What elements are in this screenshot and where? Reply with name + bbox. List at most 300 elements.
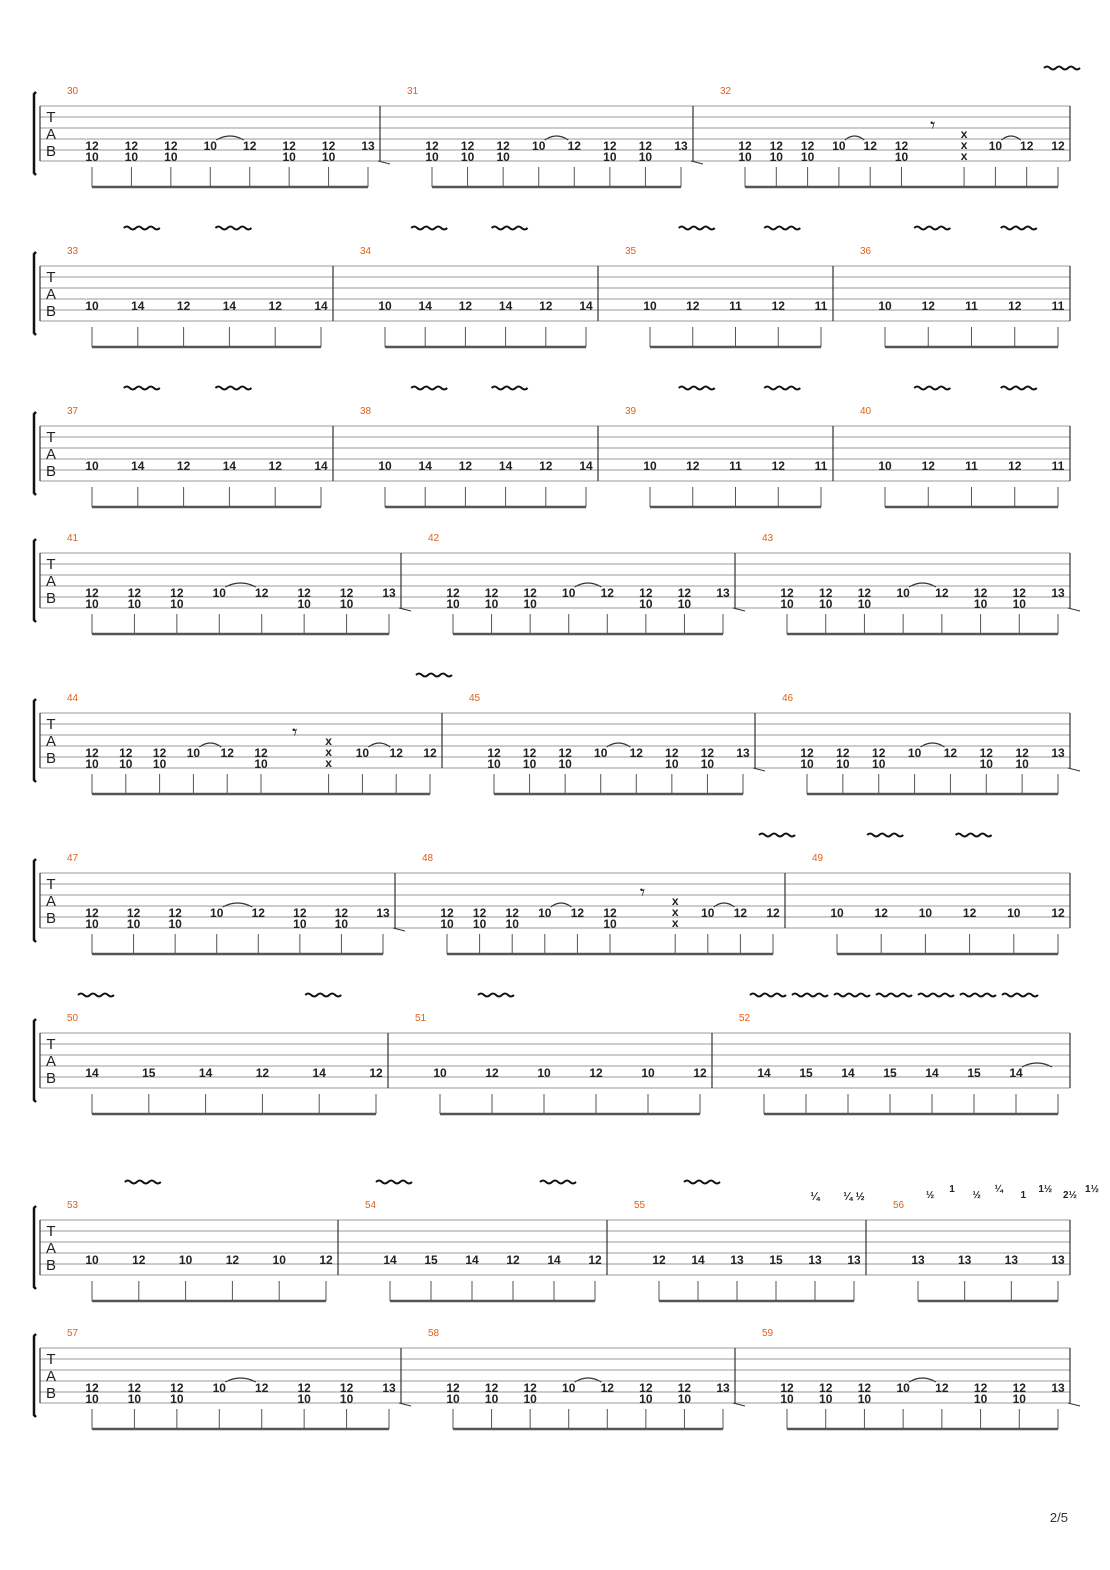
fret-number: 12 xyxy=(484,586,499,600)
fret-number: 10 xyxy=(119,757,133,771)
fret-number: 12 xyxy=(1008,299,1022,313)
measure-number: 54 xyxy=(365,1200,377,1211)
fret-number: 12 xyxy=(872,746,886,760)
fret-number: 12 xyxy=(243,139,257,153)
fret-number: 10 xyxy=(780,597,794,611)
fret-number: 14 xyxy=(925,1066,939,1080)
vibrato-mark xyxy=(764,387,800,390)
measure-number: 56 xyxy=(893,1200,905,1211)
fret-number: 10 xyxy=(769,150,783,164)
tab-clef-letter: B xyxy=(45,1257,57,1274)
system-bracket xyxy=(34,1019,36,1102)
fret-number: 10 xyxy=(896,586,910,600)
fret-number: 12 xyxy=(1051,139,1065,153)
vibrato-mark xyxy=(376,1181,412,1184)
measure-number: 33 xyxy=(67,246,79,257)
system-bracket xyxy=(34,412,36,495)
fret-number: 12 xyxy=(487,746,501,760)
fret-number: 14 xyxy=(222,299,237,313)
bend-label: ¼ xyxy=(810,1191,820,1203)
fret-number: 12 xyxy=(339,586,354,600)
fret-number: 10 xyxy=(641,1066,655,1080)
fret-number: 10 xyxy=(282,150,296,164)
fret-number: 12 xyxy=(771,299,785,313)
eighth-rest: 𝄾 xyxy=(292,722,298,744)
fret-number: 12 xyxy=(164,139,178,153)
fret-number: 13 xyxy=(1051,586,1065,600)
measure-number: 37 xyxy=(67,406,79,417)
fret-number: 10 xyxy=(701,906,715,920)
fret-number: 13 xyxy=(361,139,375,153)
fret-number: 10 xyxy=(523,597,537,611)
vibrato-mark xyxy=(867,834,903,837)
fret-number: 10 xyxy=(433,1066,447,1080)
tab-clef-letter: A xyxy=(45,893,57,910)
fret-number: 10 xyxy=(127,1392,142,1406)
fret-number: 12 xyxy=(836,746,850,760)
fret-number: 12 xyxy=(369,1066,383,1080)
vibrato-mark xyxy=(305,994,341,997)
fret-number: 10 xyxy=(297,597,311,611)
fret-number: 12 xyxy=(570,906,585,920)
fret-number: 10 xyxy=(85,757,99,771)
fret-number: 12 xyxy=(973,586,988,600)
fret-number: 12 xyxy=(738,139,752,153)
tab-clef-letter: T xyxy=(46,269,56,286)
fret-number: 14 xyxy=(841,1066,855,1080)
fret-number: 14 xyxy=(465,1253,479,1267)
measure-number: 57 xyxy=(67,1328,79,1339)
fret-number: 10 xyxy=(872,757,886,771)
fret-number: 13 xyxy=(736,746,750,760)
fret-number: 10 xyxy=(170,597,184,611)
fret-number: 12 xyxy=(921,299,935,313)
fret-number: 10 xyxy=(562,586,576,600)
system-bracket xyxy=(34,539,36,622)
fret-number: 10 xyxy=(603,917,617,931)
fret-number: 12 xyxy=(700,746,715,760)
fret-number: 12 xyxy=(962,906,977,920)
fret-number: 13 xyxy=(1051,746,1065,760)
fret-number: 12 xyxy=(268,299,282,313)
fret-number: 10 xyxy=(857,597,872,611)
fret-number: 12 xyxy=(600,1381,614,1395)
vibrato-mark xyxy=(492,227,528,230)
fret-number: 11 xyxy=(814,459,828,473)
fret-number: 10 xyxy=(1015,757,1029,771)
fret-number: 10 xyxy=(918,906,933,920)
fret-number: 11 xyxy=(1051,459,1065,473)
vibrato-mark xyxy=(956,834,992,837)
bend-label: ¼ xyxy=(994,1184,1003,1195)
fret-number: 12 xyxy=(863,139,877,153)
measure-number: 36 xyxy=(860,246,872,257)
fret-number: 12 xyxy=(874,906,888,920)
tab-clef-letter: B xyxy=(45,1385,57,1402)
fret-number: 12 xyxy=(558,746,572,760)
fret-number: 13 xyxy=(716,586,730,600)
fret-number: 10 xyxy=(800,150,815,164)
fret-number: 10 xyxy=(355,746,370,760)
vibrato-mark xyxy=(679,387,715,390)
fret-number: 12 xyxy=(126,906,141,920)
fret-number: 12 xyxy=(124,139,139,153)
vibrato-mark xyxy=(876,994,912,997)
fret-number: 12 xyxy=(800,139,815,153)
measure-number: 46 xyxy=(782,693,794,704)
fret-number: 14 xyxy=(222,459,237,473)
fret-number: 12 xyxy=(297,1381,311,1395)
fret-number: 12 xyxy=(168,906,182,920)
vibrato-mark xyxy=(78,994,114,997)
fret-number: 12 xyxy=(523,1381,537,1395)
fret-number: 10 xyxy=(819,597,833,611)
fret-number: 12 xyxy=(282,139,296,153)
fret-number: 12 xyxy=(539,459,553,473)
fret-number: x xyxy=(325,734,332,748)
fret-number: 15 xyxy=(967,1066,981,1080)
fret-number: 10 xyxy=(126,917,141,931)
fret-number: 12 xyxy=(800,746,814,760)
fret-number: 10 xyxy=(643,299,657,313)
fret-number: 10 xyxy=(472,917,487,931)
fret-number: 12 xyxy=(472,906,487,920)
tab-clef-letter: T xyxy=(46,716,56,733)
fret-number: 12 xyxy=(638,139,653,153)
fret-number: 14 xyxy=(418,459,432,473)
fret-number: 10 xyxy=(484,597,499,611)
vibrato-mark xyxy=(124,387,160,390)
fret-number: 12 xyxy=(485,1066,499,1080)
fret-number: 10 xyxy=(505,917,519,931)
fret-number: x xyxy=(325,756,332,770)
measure-number: 40 xyxy=(860,406,872,417)
system-bracket xyxy=(34,92,36,175)
fret-number: 10 xyxy=(638,150,653,164)
measure-number: 38 xyxy=(360,406,372,417)
fret-number: 12 xyxy=(293,906,307,920)
measure-number: 50 xyxy=(67,1013,79,1024)
tab-clef-letter: B xyxy=(45,303,57,320)
measure-number: 31 xyxy=(407,86,419,97)
fret-number: 10 xyxy=(1012,597,1026,611)
fret-number: 10 xyxy=(800,757,814,771)
fret-number: 10 xyxy=(339,597,354,611)
fret-number: 14 xyxy=(1009,1066,1023,1080)
measure-number: 44 xyxy=(67,693,79,704)
tab-clef-letter: T xyxy=(46,1223,56,1240)
fret-number: 12 xyxy=(225,1253,240,1267)
fret-number: 12 xyxy=(496,139,510,153)
fret-number: 12 xyxy=(1008,459,1022,473)
bend-label: 1 xyxy=(949,1184,955,1195)
fret-number: 10 xyxy=(907,746,922,760)
fret-number: 10 xyxy=(894,150,909,164)
fret-number: 12 xyxy=(766,906,780,920)
fret-number: 12 xyxy=(1012,586,1026,600)
fret-number: 14 xyxy=(757,1066,771,1080)
fret-number: 12 xyxy=(319,1253,333,1267)
fret-number: 10 xyxy=(780,1392,794,1406)
system-bracket xyxy=(34,699,36,782)
fret-number: 13 xyxy=(1051,1253,1065,1267)
fret-number: 11 xyxy=(729,299,742,313)
fret-number: x xyxy=(960,149,968,163)
fret-number: 10 xyxy=(440,917,454,931)
fret-number: 10 xyxy=(562,1381,576,1395)
fret-number: 14 xyxy=(498,299,513,313)
measure-number: 32 xyxy=(720,86,732,97)
fret-number: 10 xyxy=(819,1392,833,1406)
fret-number: 11 xyxy=(729,459,742,473)
vibrato-mark xyxy=(125,1181,161,1184)
fret-number: 10 xyxy=(643,459,657,473)
fret-number: 10 xyxy=(878,299,892,313)
fret-number: 10 xyxy=(127,597,142,611)
fret-number: 12 xyxy=(297,586,311,600)
fret-number: 10 xyxy=(1007,906,1021,920)
tab-clef-letter: B xyxy=(45,143,57,160)
fret-number: 12 xyxy=(567,139,581,153)
system-bracket xyxy=(34,252,36,335)
fret-number: 13 xyxy=(382,586,396,600)
fret-number: 12 xyxy=(127,586,142,600)
fret-number: 10 xyxy=(339,1392,354,1406)
fret-number: 13 xyxy=(382,1381,396,1395)
fret-number: 10 xyxy=(254,757,268,771)
fret-number: 12 xyxy=(665,746,679,760)
fret-number: 12 xyxy=(170,1381,184,1395)
vibrato-mark xyxy=(540,1181,576,1184)
fret-number: 10 xyxy=(85,917,99,931)
fret-number: 12 xyxy=(446,586,460,600)
vibrato-mark xyxy=(1044,67,1080,70)
fret-number: 15 xyxy=(883,1066,897,1080)
fret-number: 10 xyxy=(603,150,617,164)
fret-number: 12 xyxy=(446,1381,460,1395)
fret-number: 11 xyxy=(1051,299,1065,313)
fret-number: 12 xyxy=(603,906,617,920)
fret-number: x xyxy=(671,905,679,919)
fret-number: 10 xyxy=(558,757,572,771)
fret-number: 12 xyxy=(460,139,475,153)
vibrato-mark xyxy=(416,674,452,677)
fret-number: 12 xyxy=(251,906,265,920)
fret-number: 12 xyxy=(677,586,692,600)
fret-number: 15 xyxy=(769,1253,783,1267)
fret-number: 14 xyxy=(579,459,593,473)
fret-number: 12 xyxy=(255,1066,270,1080)
fret-number: 12 xyxy=(127,1381,142,1395)
fret-number: 12 xyxy=(506,1253,520,1267)
fret-number: 10 xyxy=(700,757,715,771)
fret-number: 10 xyxy=(896,1381,910,1395)
fret-number: 14 xyxy=(691,1253,705,1267)
fret-number: 10 xyxy=(85,459,99,473)
fret-number: 10 xyxy=(272,1253,286,1267)
fret-number: 12 xyxy=(894,139,909,153)
fret-number: 14 xyxy=(547,1253,561,1267)
vibrato-mark xyxy=(1001,227,1037,230)
fret-number: 12 xyxy=(522,746,537,760)
fret-number: 10 xyxy=(170,1392,184,1406)
eighth-rest: 𝄾 xyxy=(639,882,646,904)
bend-label: 1 xyxy=(1020,1190,1027,1201)
fret-number: 12 xyxy=(539,299,553,313)
fret-number: 12 xyxy=(639,1381,653,1395)
fret-number: 11 xyxy=(965,459,978,473)
fret-number: 12 xyxy=(85,746,99,760)
fret-number: 10 xyxy=(152,757,167,771)
fret-number: 15 xyxy=(799,1066,813,1080)
fret-number: 14 xyxy=(198,1066,213,1080)
fret-number: 10 xyxy=(203,139,217,153)
fret-number: 15 xyxy=(142,1066,156,1080)
fret-number: 13 xyxy=(716,1381,730,1395)
fret-number: 10 xyxy=(85,1253,99,1267)
fret-number: 10 xyxy=(124,150,139,164)
fret-number: 13 xyxy=(847,1253,861,1267)
fret-number: 13 xyxy=(957,1253,972,1267)
fret-number: 10 xyxy=(378,299,392,313)
fret-number: 10 xyxy=(425,150,439,164)
vibrato-mark xyxy=(750,994,786,997)
fret-number: 12 xyxy=(523,586,537,600)
fret-number: 12 xyxy=(935,586,949,600)
bend-label: 1½ xyxy=(1038,1184,1053,1195)
system-bracket xyxy=(34,859,36,942)
vibrato-mark xyxy=(1001,387,1037,390)
fret-number: 12 xyxy=(1015,746,1029,760)
fret-number: 12 xyxy=(1012,1381,1026,1395)
fret-number: 12 xyxy=(176,459,191,473)
fret-number: 12 xyxy=(771,459,785,473)
vibrato-mark xyxy=(1002,994,1038,997)
tab-clef-letter: A xyxy=(45,733,57,750)
fret-number: 10 xyxy=(857,1392,872,1406)
fret-number: x xyxy=(671,916,679,930)
vibrato-mark xyxy=(792,994,828,997)
vibrato-mark xyxy=(684,1181,720,1184)
measure-number: 59 xyxy=(762,1328,774,1339)
vibrato-mark xyxy=(478,994,514,997)
fret-number: 12 xyxy=(677,1381,692,1395)
fret-number: 12 xyxy=(819,1381,833,1395)
fret-number: 10 xyxy=(297,1392,311,1406)
fret-number: 14 xyxy=(314,299,328,313)
fret-number: 10 xyxy=(523,1392,537,1406)
fret-number: 10 xyxy=(321,150,336,164)
vibrato-mark xyxy=(914,227,950,230)
vibrato-mark xyxy=(918,994,954,997)
bend-label: 1½ xyxy=(1085,1184,1099,1195)
page-number: 2/5 xyxy=(1049,1510,1068,1525)
fret-number: 12 xyxy=(780,586,794,600)
fret-number: 12 xyxy=(819,586,833,600)
vibrato-mark xyxy=(411,227,447,230)
slide-mark xyxy=(1068,608,1080,611)
fret-number: 10 xyxy=(639,1392,653,1406)
fret-number: 12 xyxy=(321,139,336,153)
tab-clef-letter: B xyxy=(45,910,57,927)
bend-label: ½ xyxy=(925,1190,935,1201)
fret-number: 12 xyxy=(921,459,935,473)
fret-number: 10 xyxy=(164,150,178,164)
fret-number: 14 xyxy=(418,299,432,313)
fret-number: 10 xyxy=(378,459,392,473)
fret-number: 10 xyxy=(178,1253,193,1267)
tab-clef-letter: T xyxy=(46,556,56,573)
fret-number: 12 xyxy=(973,1381,988,1395)
fret-number: 12 xyxy=(423,746,437,760)
fret-number: 12 xyxy=(935,1381,949,1395)
fret-number: 10 xyxy=(836,757,850,771)
vibrato-mark xyxy=(960,994,996,997)
fret-number: 10 xyxy=(446,1392,460,1406)
tab-clef-letter: T xyxy=(46,1351,56,1368)
fret-number: 12 xyxy=(220,746,234,760)
fret-number: 13 xyxy=(1004,1253,1019,1267)
fret-number: 12 xyxy=(588,1253,602,1267)
bend-label: 2½ xyxy=(1063,1190,1077,1201)
measure-number: 34 xyxy=(360,246,372,257)
tab-clef-letter: T xyxy=(46,1036,56,1053)
tab-clef-letter: T xyxy=(46,876,56,893)
fret-number: 12 xyxy=(85,1381,99,1395)
fret-number: 10 xyxy=(538,906,552,920)
fret-number: 10 xyxy=(738,150,752,164)
fret-number: 10 xyxy=(665,757,679,771)
fret-number: 12 xyxy=(1051,906,1065,920)
fret-number: 13 xyxy=(1051,1381,1065,1395)
fret-number: 14 xyxy=(131,299,145,313)
measure-number: 52 xyxy=(739,1013,751,1024)
measure-number: 45 xyxy=(469,693,481,704)
fret-number: 12 xyxy=(255,1381,269,1395)
measure-number: 53 xyxy=(67,1200,79,1211)
fret-number: 10 xyxy=(537,1066,551,1080)
fret-number: 10 xyxy=(487,757,501,771)
bend-label: ½ xyxy=(972,1190,981,1201)
bend-label: ¼ ½ xyxy=(843,1191,865,1203)
eighth-rest: 𝄾 xyxy=(930,115,936,137)
fret-number: 12 xyxy=(458,299,473,313)
fret-number: 12 xyxy=(268,459,282,473)
fret-number: 13 xyxy=(808,1253,822,1267)
fret-number: 14 xyxy=(85,1066,99,1080)
fret-number: 10 xyxy=(293,917,307,931)
vibrato-mark xyxy=(411,387,447,390)
fret-number: 12 xyxy=(458,459,473,473)
fret-number: 10 xyxy=(532,139,546,153)
fret-number: 10 xyxy=(85,150,99,164)
measure-number: 55 xyxy=(634,1200,646,1211)
fret-number: 10 xyxy=(212,1381,226,1395)
fret-number: 12 xyxy=(85,586,99,600)
fret-number: 12 xyxy=(857,1381,872,1395)
fret-number: 12 xyxy=(600,586,614,600)
fret-number: 12 xyxy=(85,906,99,920)
measure-number: 41 xyxy=(67,533,79,544)
fret-number: 13 xyxy=(730,1253,744,1267)
fret-number: 10 xyxy=(85,597,99,611)
tab-clef-letter: A xyxy=(45,446,57,463)
fret-number: x xyxy=(325,745,332,759)
fret-number: 11 xyxy=(965,299,978,313)
vibrato-mark xyxy=(215,387,251,390)
fret-number: 12 xyxy=(170,586,184,600)
vibrato-mark xyxy=(124,227,160,230)
